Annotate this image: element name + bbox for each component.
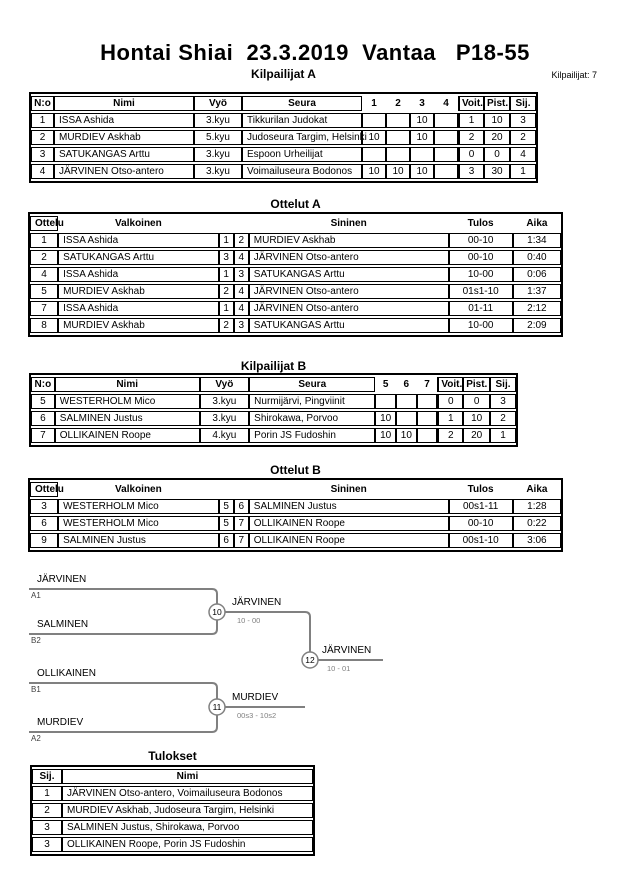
cell-match-no: 6 bbox=[30, 516, 58, 531]
cell-match-no: 9 bbox=[30, 533, 58, 548]
header-row bbox=[31, 96, 536, 111]
cell-time: 1:34 bbox=[513, 233, 561, 248]
table-row bbox=[31, 428, 516, 443]
cell-score-3: 10 bbox=[410, 113, 434, 128]
cell-belt: 3.kyu bbox=[200, 411, 250, 426]
col-header-time: Aika bbox=[526, 484, 548, 495]
cell-name: JÄRVINEN Otso-antero, Voimailuseura Bodonos bbox=[62, 786, 313, 801]
bracket-entry-name: MURDIEV bbox=[37, 717, 84, 728]
cell-name: JÄRVINEN Otso-antero bbox=[54, 164, 194, 179]
cell-blue-name: JÄRVINEN Otso-antero bbox=[249, 284, 449, 299]
pool-b-table bbox=[29, 373, 518, 447]
bracket-lines bbox=[0, 560, 630, 760]
cell-blue-name: SATUKANGAS Arttu bbox=[249, 267, 449, 282]
col-header-opp6: 6 bbox=[403, 379, 410, 390]
col-header-opp3: 3 bbox=[419, 98, 425, 109]
cell-points: 0 bbox=[484, 147, 510, 162]
cell-name: OLLIKAINEN Roope bbox=[55, 428, 200, 443]
cell-blue-no: 7 bbox=[234, 533, 249, 548]
cell-match-no: 7 bbox=[30, 301, 58, 316]
table-row bbox=[32, 786, 313, 801]
cell-club: Voimailuseura Bodonos bbox=[242, 164, 362, 179]
cell-wins: 1 bbox=[437, 411, 463, 426]
cell-white-name: MURDIEV Askhab bbox=[58, 318, 219, 333]
cell-blue-name: OLLIKAINEN Roope bbox=[249, 516, 449, 531]
cell-club: Shirokawa, Porvoo bbox=[249, 411, 375, 426]
cell-white-no: 6 bbox=[219, 533, 234, 548]
table-row bbox=[30, 250, 561, 265]
col-header-club: Seura bbox=[242, 96, 362, 111]
col-header-spacer bbox=[219, 216, 234, 231]
cell-white-name: WESTERHOLM Mico bbox=[58, 516, 219, 531]
cell-belt: 3.kyu bbox=[194, 113, 242, 128]
cell-name: SATUKANGAS Arttu bbox=[54, 147, 194, 162]
cell-name: MURDIEV Askhab, Judoseura Targim, Helsinki bbox=[62, 803, 313, 818]
cell-result: 01-11 bbox=[449, 301, 513, 316]
table-row bbox=[30, 267, 561, 282]
cell-blue-no: 3 bbox=[234, 267, 249, 282]
cell-score-5 bbox=[375, 394, 396, 409]
cell-club: Espoon Urheilijat bbox=[242, 147, 362, 162]
cell-club: Tikkurilan Judokat bbox=[242, 113, 362, 128]
cell-white-no: 2 bbox=[219, 284, 234, 299]
cell-time: 0:40 bbox=[513, 250, 561, 265]
bracket-match-score: 00s3 - 10s2 bbox=[237, 711, 277, 720]
cell-name: MURDIEV Askhab bbox=[54, 130, 194, 145]
col-header-name: Nimi bbox=[54, 96, 194, 111]
cell-result: 00-10 bbox=[449, 250, 513, 265]
header-row bbox=[30, 482, 561, 497]
cell-blue-name: JÄRVINEN Otso-antero bbox=[249, 250, 449, 265]
cell-result: 10-00 bbox=[449, 318, 513, 333]
pool-a-table bbox=[29, 92, 538, 183]
elimination-bracket bbox=[0, 560, 630, 760]
cell-place: 1 bbox=[490, 428, 516, 443]
cell-score-1: 10 bbox=[362, 130, 386, 145]
cell-blue-no: 7 bbox=[234, 516, 249, 531]
table-row bbox=[30, 284, 561, 299]
table-row bbox=[30, 533, 561, 548]
cell-place: 3 bbox=[510, 113, 536, 128]
cell-score-1 bbox=[362, 113, 386, 128]
cell-time: 2:12 bbox=[513, 301, 561, 316]
table-row bbox=[32, 820, 313, 835]
cell-time: 1:28 bbox=[513, 499, 561, 514]
cell-belt: 5.kyu bbox=[194, 130, 242, 145]
cell-no: 6 bbox=[31, 411, 55, 426]
cell-score-4 bbox=[434, 113, 458, 128]
cell-place: 4 bbox=[510, 147, 536, 162]
cell-match-no: 3 bbox=[30, 499, 58, 514]
col-header-opp1: 1 bbox=[371, 98, 377, 109]
cell-wins: 2 bbox=[437, 428, 463, 443]
cell-time: 0:22 bbox=[513, 516, 561, 531]
cell-match-no: 8 bbox=[30, 318, 58, 333]
matches-b-section-title: Ottelut B bbox=[270, 463, 321, 477]
match-number-semi1: 10 bbox=[212, 607, 222, 617]
cell-wins: 0 bbox=[458, 147, 484, 162]
cell-score-7 bbox=[417, 411, 438, 426]
col-header-club: Seura bbox=[249, 377, 375, 392]
page-title: Hontai Shiai 23.3.2019 Vantaa P18-55 bbox=[100, 40, 530, 65]
cell-points: 30 bbox=[484, 164, 510, 179]
col-header-name: Nimi bbox=[55, 377, 200, 392]
table-row bbox=[30, 318, 561, 333]
col-header-opp7: 7 bbox=[424, 379, 430, 390]
table-row bbox=[30, 516, 561, 531]
bracket-winner-name: MURDIEV bbox=[232, 692, 279, 703]
cell-name: SALMINEN Justus, Shirokawa, Porvoo bbox=[62, 820, 313, 835]
cell-score-5: 10 bbox=[375, 428, 396, 443]
cell-score-6 bbox=[396, 411, 417, 426]
col-header-belt: Vyö bbox=[200, 377, 250, 392]
table-row bbox=[30, 499, 561, 514]
cell-score-2 bbox=[386, 113, 410, 128]
cell-belt: 3.kyu bbox=[194, 147, 242, 162]
col-header-place: Sij. bbox=[32, 769, 62, 784]
cell-no: 7 bbox=[31, 428, 55, 443]
table-row bbox=[32, 803, 313, 818]
cell-score-2 bbox=[386, 147, 410, 162]
cell-blue-no: 2 bbox=[234, 233, 249, 248]
col-header-wins: Voit. bbox=[458, 96, 484, 111]
cell-white-no: 1 bbox=[219, 233, 234, 248]
cell-points: 0 bbox=[463, 394, 490, 409]
cell-points: 20 bbox=[463, 428, 490, 443]
col-header-result: Tulos bbox=[467, 484, 494, 495]
cell-club: Judoseura Targim, Helsinki bbox=[242, 130, 362, 145]
bracket-entry-name: OLLIKAINEN bbox=[37, 668, 96, 679]
cell-wins: 0 bbox=[437, 394, 463, 409]
cell-wins: 2 bbox=[458, 130, 484, 145]
col-header-belt: Vyö bbox=[194, 96, 242, 111]
cell-white-name: SATUKANGAS Arttu bbox=[58, 250, 219, 265]
col-header-blue: Sininen bbox=[330, 484, 367, 495]
cell-match-no: 5 bbox=[30, 284, 58, 299]
cell-blue-name: OLLIKAINEN Roope bbox=[249, 533, 449, 548]
cell-match-no: 1 bbox=[30, 233, 58, 248]
cell-score-3: 10 bbox=[410, 164, 434, 179]
match-number-final: 12 bbox=[305, 655, 315, 665]
table-row bbox=[31, 164, 536, 179]
col-header-opp5: 5 bbox=[382, 379, 389, 390]
cell-time: 0:06 bbox=[513, 267, 561, 282]
col-header-spacer bbox=[234, 216, 249, 231]
cell-time: 1:37 bbox=[513, 284, 561, 299]
cell-score-4 bbox=[434, 147, 458, 162]
cell-name: OLLIKAINEN Roope, Porin JS Fudoshin bbox=[62, 837, 313, 852]
cell-blue-no: 6 bbox=[234, 499, 249, 514]
table-row bbox=[31, 147, 536, 162]
cell-place: 2 bbox=[490, 411, 516, 426]
cell-score-2: 10 bbox=[386, 164, 410, 179]
col-header-place: Sij. bbox=[510, 96, 536, 111]
cell-points: 10 bbox=[463, 411, 490, 426]
col-header-wins: Voit. bbox=[437, 377, 463, 392]
col-header-spacer bbox=[234, 482, 249, 497]
cell-score-2 bbox=[386, 130, 410, 145]
cell-place: 2 bbox=[510, 130, 536, 145]
cell-blue-name: SATUKANGAS Arttu bbox=[249, 318, 449, 333]
cell-place: 3 bbox=[32, 837, 62, 852]
results-section-title: Tulokset bbox=[148, 749, 197, 763]
cell-club: Porin JS Fudoshin bbox=[249, 428, 375, 443]
cell-time: 3:06 bbox=[513, 533, 561, 548]
cell-club: Nurmijärvi, Pingviinit bbox=[249, 394, 375, 409]
cell-place: 3 bbox=[32, 820, 62, 835]
table-row bbox=[31, 411, 516, 426]
table-row bbox=[30, 233, 561, 248]
cell-name: ISSA Ashida bbox=[54, 113, 194, 128]
table-row bbox=[31, 394, 516, 409]
cell-belt: 4.kyu bbox=[200, 428, 250, 443]
cell-name: WESTERHOLM Mico bbox=[55, 394, 200, 409]
cell-match-no: 2 bbox=[30, 250, 58, 265]
cell-no: 5 bbox=[31, 394, 55, 409]
cell-no: 1 bbox=[31, 113, 54, 128]
cell-no: 2 bbox=[31, 130, 54, 145]
pool-a-section-title: Kilpailijat A bbox=[251, 67, 316, 81]
matches-a-table bbox=[28, 212, 563, 337]
bracket-seed-label: B2 bbox=[31, 636, 41, 645]
cell-score-6 bbox=[396, 394, 417, 409]
header-row bbox=[31, 377, 516, 392]
col-header-opp2: 2 bbox=[395, 98, 401, 109]
cell-blue-no: 4 bbox=[234, 301, 249, 316]
match-number-semi2: 11 bbox=[212, 702, 222, 712]
cell-white-name: ISSA Ashida bbox=[58, 301, 219, 316]
cell-white-name: ISSA Ashida bbox=[58, 267, 219, 282]
cell-result: 00-10 bbox=[449, 233, 513, 248]
cell-no: 4 bbox=[31, 164, 54, 179]
bracket-seed-label: A2 bbox=[31, 734, 41, 743]
cell-place: 1 bbox=[510, 164, 536, 179]
cell-match-no: 4 bbox=[30, 267, 58, 282]
cell-points: 20 bbox=[484, 130, 510, 145]
cell-blue-name: JÄRVINEN Otso-antero bbox=[249, 301, 449, 316]
col-header-white: Valkoinen bbox=[115, 484, 162, 495]
pool-b-section-title: Kilpailijat B bbox=[240, 359, 307, 373]
col-header-name: Nimi bbox=[62, 769, 313, 784]
bracket-line-semi1-top bbox=[29, 589, 217, 612]
table-row bbox=[31, 113, 536, 128]
cell-points: 10 bbox=[484, 113, 510, 128]
table-row bbox=[32, 837, 313, 852]
cell-white-no: 5 bbox=[219, 499, 234, 514]
bracket-winner-name: JÄRVINEN bbox=[232, 597, 282, 608]
col-header-white: Valkoinen bbox=[115, 218, 162, 229]
cell-score-5: 10 bbox=[375, 411, 396, 426]
cell-white-no: 1 bbox=[219, 301, 234, 316]
col-header-spacer bbox=[219, 482, 234, 497]
table-row bbox=[30, 301, 561, 316]
cell-white-name: ISSA Ashida bbox=[58, 233, 219, 248]
bracket-winner-name: JÄRVINEN bbox=[322, 645, 372, 656]
bracket-seed-label: A1 bbox=[31, 591, 41, 600]
cell-score-7 bbox=[417, 428, 438, 443]
bracket-match-score: 10 - 01 bbox=[327, 664, 351, 673]
col-header-points: Pist. bbox=[463, 377, 490, 392]
col-header-blue: Sininen bbox=[330, 218, 367, 229]
col-header-match: Ottelu bbox=[30, 482, 58, 497]
matches-b-table bbox=[28, 478, 563, 552]
cell-belt: 3.kyu bbox=[200, 394, 250, 409]
results-table bbox=[30, 765, 315, 856]
matches-a-section-title: Ottelut A bbox=[270, 197, 321, 211]
cell-white-name: WESTERHOLM Mico bbox=[58, 499, 219, 514]
cell-score-1 bbox=[362, 147, 386, 162]
competitors-count: Kilpailijat: 7 bbox=[551, 70, 597, 80]
header-row bbox=[30, 216, 561, 231]
cell-result: 01s1-10 bbox=[449, 284, 513, 299]
cell-result: 00s1-10 bbox=[449, 533, 513, 548]
bracket-entry-name: JÄRVINEN bbox=[37, 574, 87, 585]
cell-white-no: 5 bbox=[219, 516, 234, 531]
bracket-line-semi2-top bbox=[29, 683, 217, 707]
cell-white-no: 3 bbox=[219, 250, 234, 265]
cell-score-3: 10 bbox=[410, 130, 434, 145]
col-header-no: N:o bbox=[31, 96, 54, 111]
cell-white-name: SALMINEN Justus bbox=[58, 533, 219, 548]
cell-white-no: 2 bbox=[219, 318, 234, 333]
col-header-time: Aika bbox=[526, 218, 548, 229]
cell-place: 3 bbox=[490, 394, 516, 409]
cell-result: 00-10 bbox=[449, 516, 513, 531]
cell-result: 10-00 bbox=[449, 267, 513, 282]
cell-score-7 bbox=[417, 394, 438, 409]
cell-blue-no: 3 bbox=[234, 318, 249, 333]
cell-blue-name: MURDIEV Askhab bbox=[249, 233, 449, 248]
bracket-match-score: 10 - 00 bbox=[237, 616, 261, 625]
cell-score-4 bbox=[434, 130, 458, 145]
col-header-points: Pist. bbox=[484, 96, 510, 111]
col-header-no: N:o bbox=[31, 377, 55, 392]
cell-wins: 3 bbox=[458, 164, 484, 179]
cell-blue-name: SALMINEN Justus bbox=[249, 499, 449, 514]
cell-score-3 bbox=[410, 147, 434, 162]
bracket-seed-label: B1 bbox=[31, 685, 41, 694]
cell-place: 2 bbox=[32, 803, 62, 818]
header-row bbox=[32, 769, 313, 784]
cell-no: 3 bbox=[31, 147, 54, 162]
cell-score-1: 10 bbox=[362, 164, 386, 179]
cell-white-name: MURDIEV Askhab bbox=[58, 284, 219, 299]
cell-score-6: 10 bbox=[396, 428, 417, 443]
cell-time: 2:09 bbox=[513, 318, 561, 333]
cell-place: 1 bbox=[32, 786, 62, 801]
cell-blue-no: 4 bbox=[234, 284, 249, 299]
cell-name: SALMINEN Justus bbox=[55, 411, 200, 426]
cell-wins: 1 bbox=[458, 113, 484, 128]
cell-white-no: 1 bbox=[219, 267, 234, 282]
bracket-entry-name: SALMINEN bbox=[37, 619, 89, 630]
cell-blue-no: 4 bbox=[234, 250, 249, 265]
col-header-opp4: 4 bbox=[443, 98, 449, 109]
cell-score-4 bbox=[434, 164, 458, 179]
col-header-result: Tulos bbox=[467, 218, 494, 229]
cell-result: 00s1-11 bbox=[449, 499, 513, 514]
table-row bbox=[31, 130, 536, 145]
cell-belt: 3.kyu bbox=[194, 164, 242, 179]
col-header-match: Ottelu bbox=[30, 216, 58, 231]
col-header-place: Sij. bbox=[490, 377, 516, 392]
